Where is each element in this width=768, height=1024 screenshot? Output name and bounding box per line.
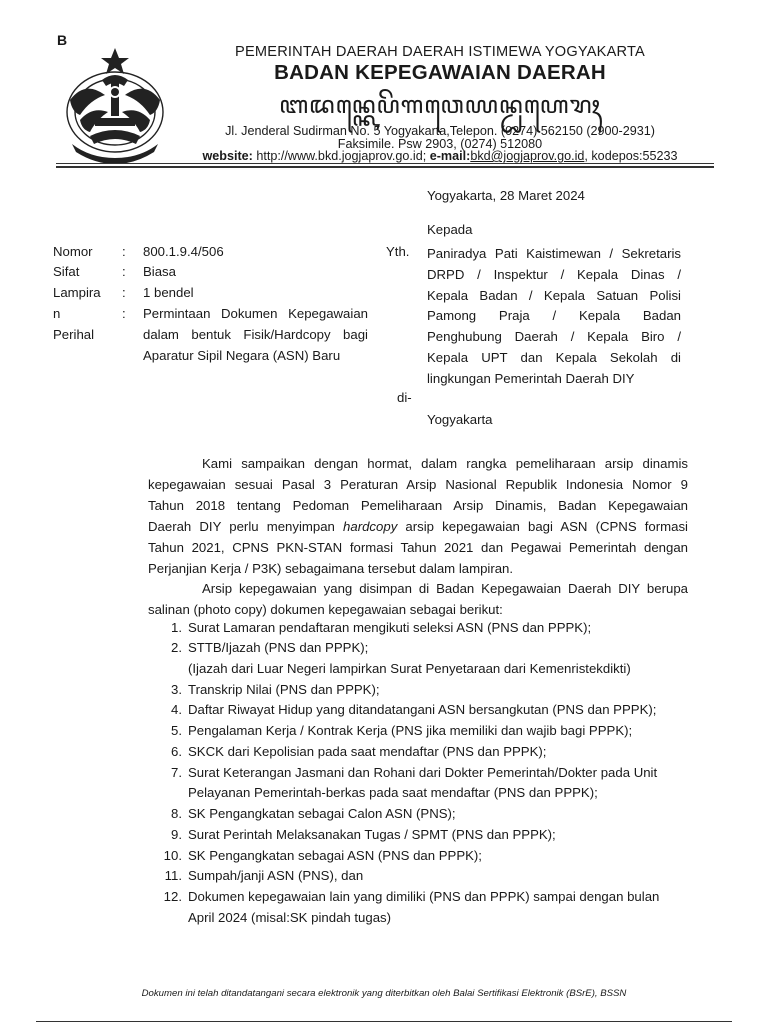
list-number: 11. [164,868,182,883]
letter-code: B [57,32,68,48]
email-link[interactable]: bkd@jogjaprov.go.id [470,149,585,163]
paragraph-text: Daerah DIY perlu menyimpan [148,519,344,534]
list-text: Dokumen kepegawaian lain yang dimiliki (PNS dan PPPK) sampai dengan bulan [188,889,660,904]
paragraph-2 [148,578,688,620]
list-text: Surat Lamaran pendaftaran mengikuti seleksi ASN (PNS dan PPPK); [188,620,592,635]
list-text: April 2024 (misal:SK pindah tugas) [188,910,392,925]
list-number: 9. [171,827,182,842]
electronic-signature-note: Dokumen ini telah ditandatangani secara elektronik yang diterbitkan oleh Balai Sertifikasi Elektronik (BSrE), BSSN [141,988,627,999]
recipient-block [427,244,681,390]
colon: : [122,306,126,321]
kepada-label: Kepada [427,222,473,237]
header-government: PEMERINTAH DAERAH DAERAH ISTIMEWA YOGYAKARTA [235,44,645,60]
perihal-line: Permintaan Dokumen Kepegawaian [143,306,368,321]
list-text: Pelayanan Pemerintah-berkas pada saat mendaftar (PNS dan PPPK); [188,785,598,800]
list-text: Pengalaman Kerja / Kontrak Kerja (PNS jika memiliki dan wajib bagi PPPK); [188,723,633,738]
list-number: 8. [171,806,182,821]
header-agency: BADAN KEPEGAWAIAN DAERAH [274,61,606,84]
paragraph-line: Perjanjian Kerja / P3K) sebagaimana tersebut dalam lampiran. [148,561,514,576]
recipient-line: Pamong Praja / Kepala Badan [427,308,681,324]
list-text: Daftar Riwayat Hidup yang ditandatangani ASN bersangkutan (PNS dan PPPK); [188,702,657,717]
paragraph-line: Tahun 2018 tentang Pedoman Pemeliharaan Arsip Dinamis, Badan Kepegawaian [148,498,688,513]
date-city: Yogyakarta, [427,188,500,203]
sifat-label: Sifat [53,264,80,279]
sifat-value: Biasa [143,264,176,279]
header-contact [180,149,700,163]
list-number: 5. [171,723,182,738]
recipient-line: Kepala Badan / Kepala Satuan Polisi [427,287,681,303]
list-text: SK Pengangkatan sebagai Calon ASN (PNS); [188,806,456,821]
list-text: STTB/Ijazah (PNS dan PPPK); [188,640,369,655]
letter-date [427,188,585,203]
recipient-line: lingkungan Pemerintah Daerah DIY [427,370,635,386]
nomor-value: 800.1.9.4/506 [143,244,224,259]
list-text: SKCK dari Kepolisian pada saat mendaftar (PNS dan PPPK); [188,744,547,759]
paragraph-line: Arsip kepegawaian yang disimpan di Badan Kepegawaian Daerah DIY berupa [202,581,688,596]
recipient-line: Paniradya Pati Kaistimewan / Sekretaris [427,246,681,261]
paragraph-line [148,516,688,537]
list-text: Surat Perintah Melaksanakan Tugas / SPMT (PNS dan PPPK); [188,827,556,842]
list-number: 3. [171,682,182,697]
colon: : [122,244,126,259]
list-number: 7. [171,765,182,780]
footer-divider [36,1021,732,1022]
paragraph-line: Tahun 2021, CPNS PKN-STAN formasi Tahun 2021 dan Pegawai Pemerintah dengan [148,540,688,555]
postcode: , kodepos:55233 [584,149,678,163]
lampiran-label: Lampira [53,285,101,300]
yth-label: Yth. [386,244,410,259]
list-text: (Ijazah dari Luar Negeri lampirkan Surat Penyetaraan dari Kemenristekdikti) [188,661,631,676]
email-label: e-mail: [429,149,471,163]
header-divider-thick [56,166,714,168]
perihal-line: Aparatur Sipil Negara (ASN) Baru [143,348,341,363]
colon: : [122,285,126,300]
paragraph-text: arsip kepegawaian bagi ASN (CPNS formasi [397,519,688,534]
recipient-line: Penghubung Daerah / Kepala Biro / [427,329,681,345]
paragraph-italic: hardcopy [343,519,398,534]
recipient-city: Yogyakarta [427,412,493,427]
paragraph-line: Kami sampaikan dengan hormat, dalam rangka pemeliharaan arsip dinamis [202,456,688,471]
website-label: website: [202,149,253,163]
paragraph-line: kepegawaian sesuai Pasal 3 Peraturan Arsip Nasional Republik Indonesia Nomor 9 [148,477,688,492]
list-number: 4. [171,702,182,717]
list-text: Transkrip Nilai (PNS dan PPPK); [188,682,380,697]
website-url[interactable]: http://www.bkd.jogjaprov.go.id; [252,149,430,163]
yogyakarta-coat-of-arms-logo [50,40,180,165]
lampiran-label-wrap: n [53,306,61,321]
recipient-line: DRPD / Inspektur / Kepala Dinas / [427,266,681,282]
lampiran-value: 1 bendel [143,285,194,300]
header-divider [56,163,714,164]
paragraph-1 [148,453,688,579]
list-number: 6. [171,744,182,759]
list-text: SK Pengangkatan sebagai ASN (PNS dan PPPK); [188,848,482,863]
recipient-line: Kepala UPT dan Kepala Sekolah di [427,349,681,365]
header-javanese-script: ꦧꦢꦤ꧀ꦏꦺꦥꦼꦒꦮꦺꦪꦤ꧀ꦝꦲꦺꦫꦃ [279,91,601,119]
list-number: 12. [163,889,182,904]
colon: : [122,264,126,279]
header-fax: Faksimile. Psw 2903, (0274) 512080 [337,137,543,151]
list-number: 10. [163,848,182,863]
list-number: 1. [171,620,182,635]
nomor-label: Nomor [53,244,93,259]
paragraph-line: salinan (photo copy) dokumen kepegawaian sebagai berikut: [148,602,503,617]
list-text: Surat Keterangan Jasmani dan Rohani dari Dokter Pemerintah/Dokter pada Unit [188,765,658,780]
date-day: 28 Maret 2024 [499,188,585,203]
perihal-line: dalam bentuk Fisik/Hardcopy bagi [143,327,368,342]
di-label: di- [397,390,412,405]
list-text: Sumpah/janji ASN (PNS), dan [188,868,364,883]
perihal-label: Perihal [53,327,95,342]
header-address: Jl. Jenderal Sudirman No. 5 Yogyakarta,Telepon. (0274) 562150 (2900-2931) [225,124,655,138]
list-number: 2. [171,640,182,655]
